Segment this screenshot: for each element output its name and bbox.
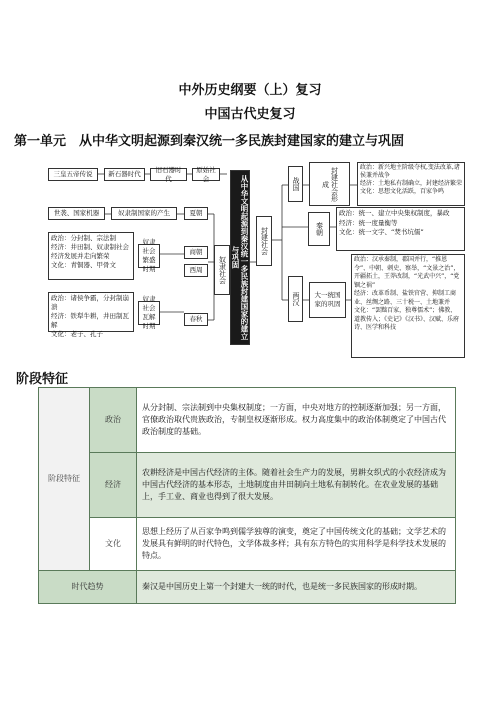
xia-box: 夏朝 (184, 207, 208, 220)
primitive-society-box: 原始社会 (192, 168, 220, 181)
trend-label: 时代趋势 (39, 571, 137, 604)
center-theme-box: 从中华文明起源到秦汉统一多民族封建国家的建立与巩固 (230, 170, 250, 345)
economy-text: 农耕经济是中国古代经济的主体。随着社会生产力的发展，男耕女织式的小农经济成为中国古代经济的基本形态，土地制度由井田制向土地私有制转化。在农业发展的基础上，手工业、商业也得到了很大发展。 (137, 453, 456, 518)
han-detail (351, 254, 465, 358)
shang-politics: 政治：分封制、宗法制 (51, 234, 116, 242)
politics-text: 从分封制、宗法制到中央集权制度；一方面，中央对地方的控制逐渐加强；另一方面，官僚政治取代贵族政治，专制皇权逐渐形成。权力高度集中的政治体制奠定了中国古代政治制度的基础。 (137, 388, 456, 453)
feudal-society-box: 封建社会 (256, 216, 272, 266)
chunqiu-economy: 经济：铁犁牛耕，井田制瓦解 (51, 312, 129, 329)
zhanguo-culture: 文化：思想文化活跃，百家争鸣 (360, 188, 445, 195)
shang-zhou-detail (48, 232, 134, 280)
chunqiu-detail (48, 292, 134, 338)
phase-table (38, 387, 456, 604)
qin-detail (336, 207, 465, 251)
politics-label: 政治 (90, 388, 137, 453)
qin-politics: 政治：统一、建立中央集权制度，暴政 (339, 209, 450, 217)
state-machine-box: 世袭、国家机器 (48, 207, 105, 220)
han-consolidation-box: 大一统国家的巩固 (309, 282, 346, 318)
feudal-formation-box: 封建社会形成 (309, 162, 350, 206)
qin-box: 秦朝 (308, 212, 330, 246)
han-politics: 政治：汉承秦制，郡国并行，“推恩令”、中朝、刺史、察举，“文景之治”，开疆拓土，王莽改制，“光武中兴”，“党锢之祸” (354, 256, 460, 289)
slave-state-origin-box: 奴隶制国家的产生 (111, 207, 177, 220)
warring-states-box: 战国 (288, 166, 303, 202)
han-economy: 经济：改革币制、盐铁官营、抑制工商业、丝绸之路、三十税一、土地兼并 (354, 290, 457, 306)
paleolithic-box: 旧石器时代 (150, 168, 187, 181)
page-subtitle: 中国古代史复习 (204, 107, 296, 122)
zhanguo-detail (357, 162, 465, 206)
stage-label: 阶段特征 (39, 388, 90, 571)
qin-economy: 经济：统一度量衡等 (339, 218, 398, 227)
page-title: 中外历史纲要（上）复习 (178, 83, 322, 98)
western-zhou-box: 西周 (184, 264, 208, 277)
zhanguo-politics: 政治：新兴地主阶级夺权,变法改革,诸侯兼并战争 (360, 164, 460, 179)
chunqiu-culture: 文化：老子、孔子 (51, 330, 103, 338)
chunqiu-box: 春秋 (184, 313, 208, 326)
qin-culture: 文化：统一文字、“焚书坑儒” (339, 228, 424, 236)
slave-decline-box: 奴隶社会瓦解时期 (138, 301, 160, 325)
phase-heading: 阶段特征 (16, 372, 69, 387)
culture-text: 思想上经历了从百家争鸣到儒学独尊的演变，奠定了中国传统文化的基础；文学艺术的发展具有鲜明的时代特色，文学体裁多样；具有东方特色的实用科学是科学技术发展的特点。 (137, 518, 456, 571)
three-sovereigns-box: 三皇五帝传说 (48, 168, 98, 181)
economy-label: 经济 (90, 453, 137, 518)
slave-society-box: 奴隶社会 (214, 245, 230, 295)
neolithic-box: 新石器时代 (104, 168, 145, 181)
zhanguo-economy: 经济：土地私有制确立，封建经济繁荣 (360, 180, 463, 187)
chunqiu-politics: 政治：诸侯争霸，分封制崩溃 (51, 294, 129, 311)
trend-text: 秦汉是中国历史上第一个封建大一统的时代，也是统一多民族国家的形成时期。 (137, 571, 456, 604)
shang-box: 商朝 (184, 246, 208, 259)
shang-economy: 经济：井田制、奴隶制社会经济发展并走向繁荣 (51, 243, 129, 260)
han-box: 两汉 (288, 276, 303, 322)
qin-spacer (290, 211, 294, 213)
unit-title: 第一单元 从中华文明起源到秦汉统一多民族封建国家的建立与巩固 (14, 134, 405, 149)
shang-culture: 文化：青铜器、甲骨文 (51, 261, 116, 269)
slave-flourish-box: 奴隶社会繁盛时期 (138, 244, 160, 268)
han-culture: 文化：“罢黜百家，独尊儒术”；佛教、道教传入；《史记》《汉书》、汉赋、乐府诗、医学和科技 (354, 307, 460, 331)
culture-label: 文化 (90, 518, 137, 571)
